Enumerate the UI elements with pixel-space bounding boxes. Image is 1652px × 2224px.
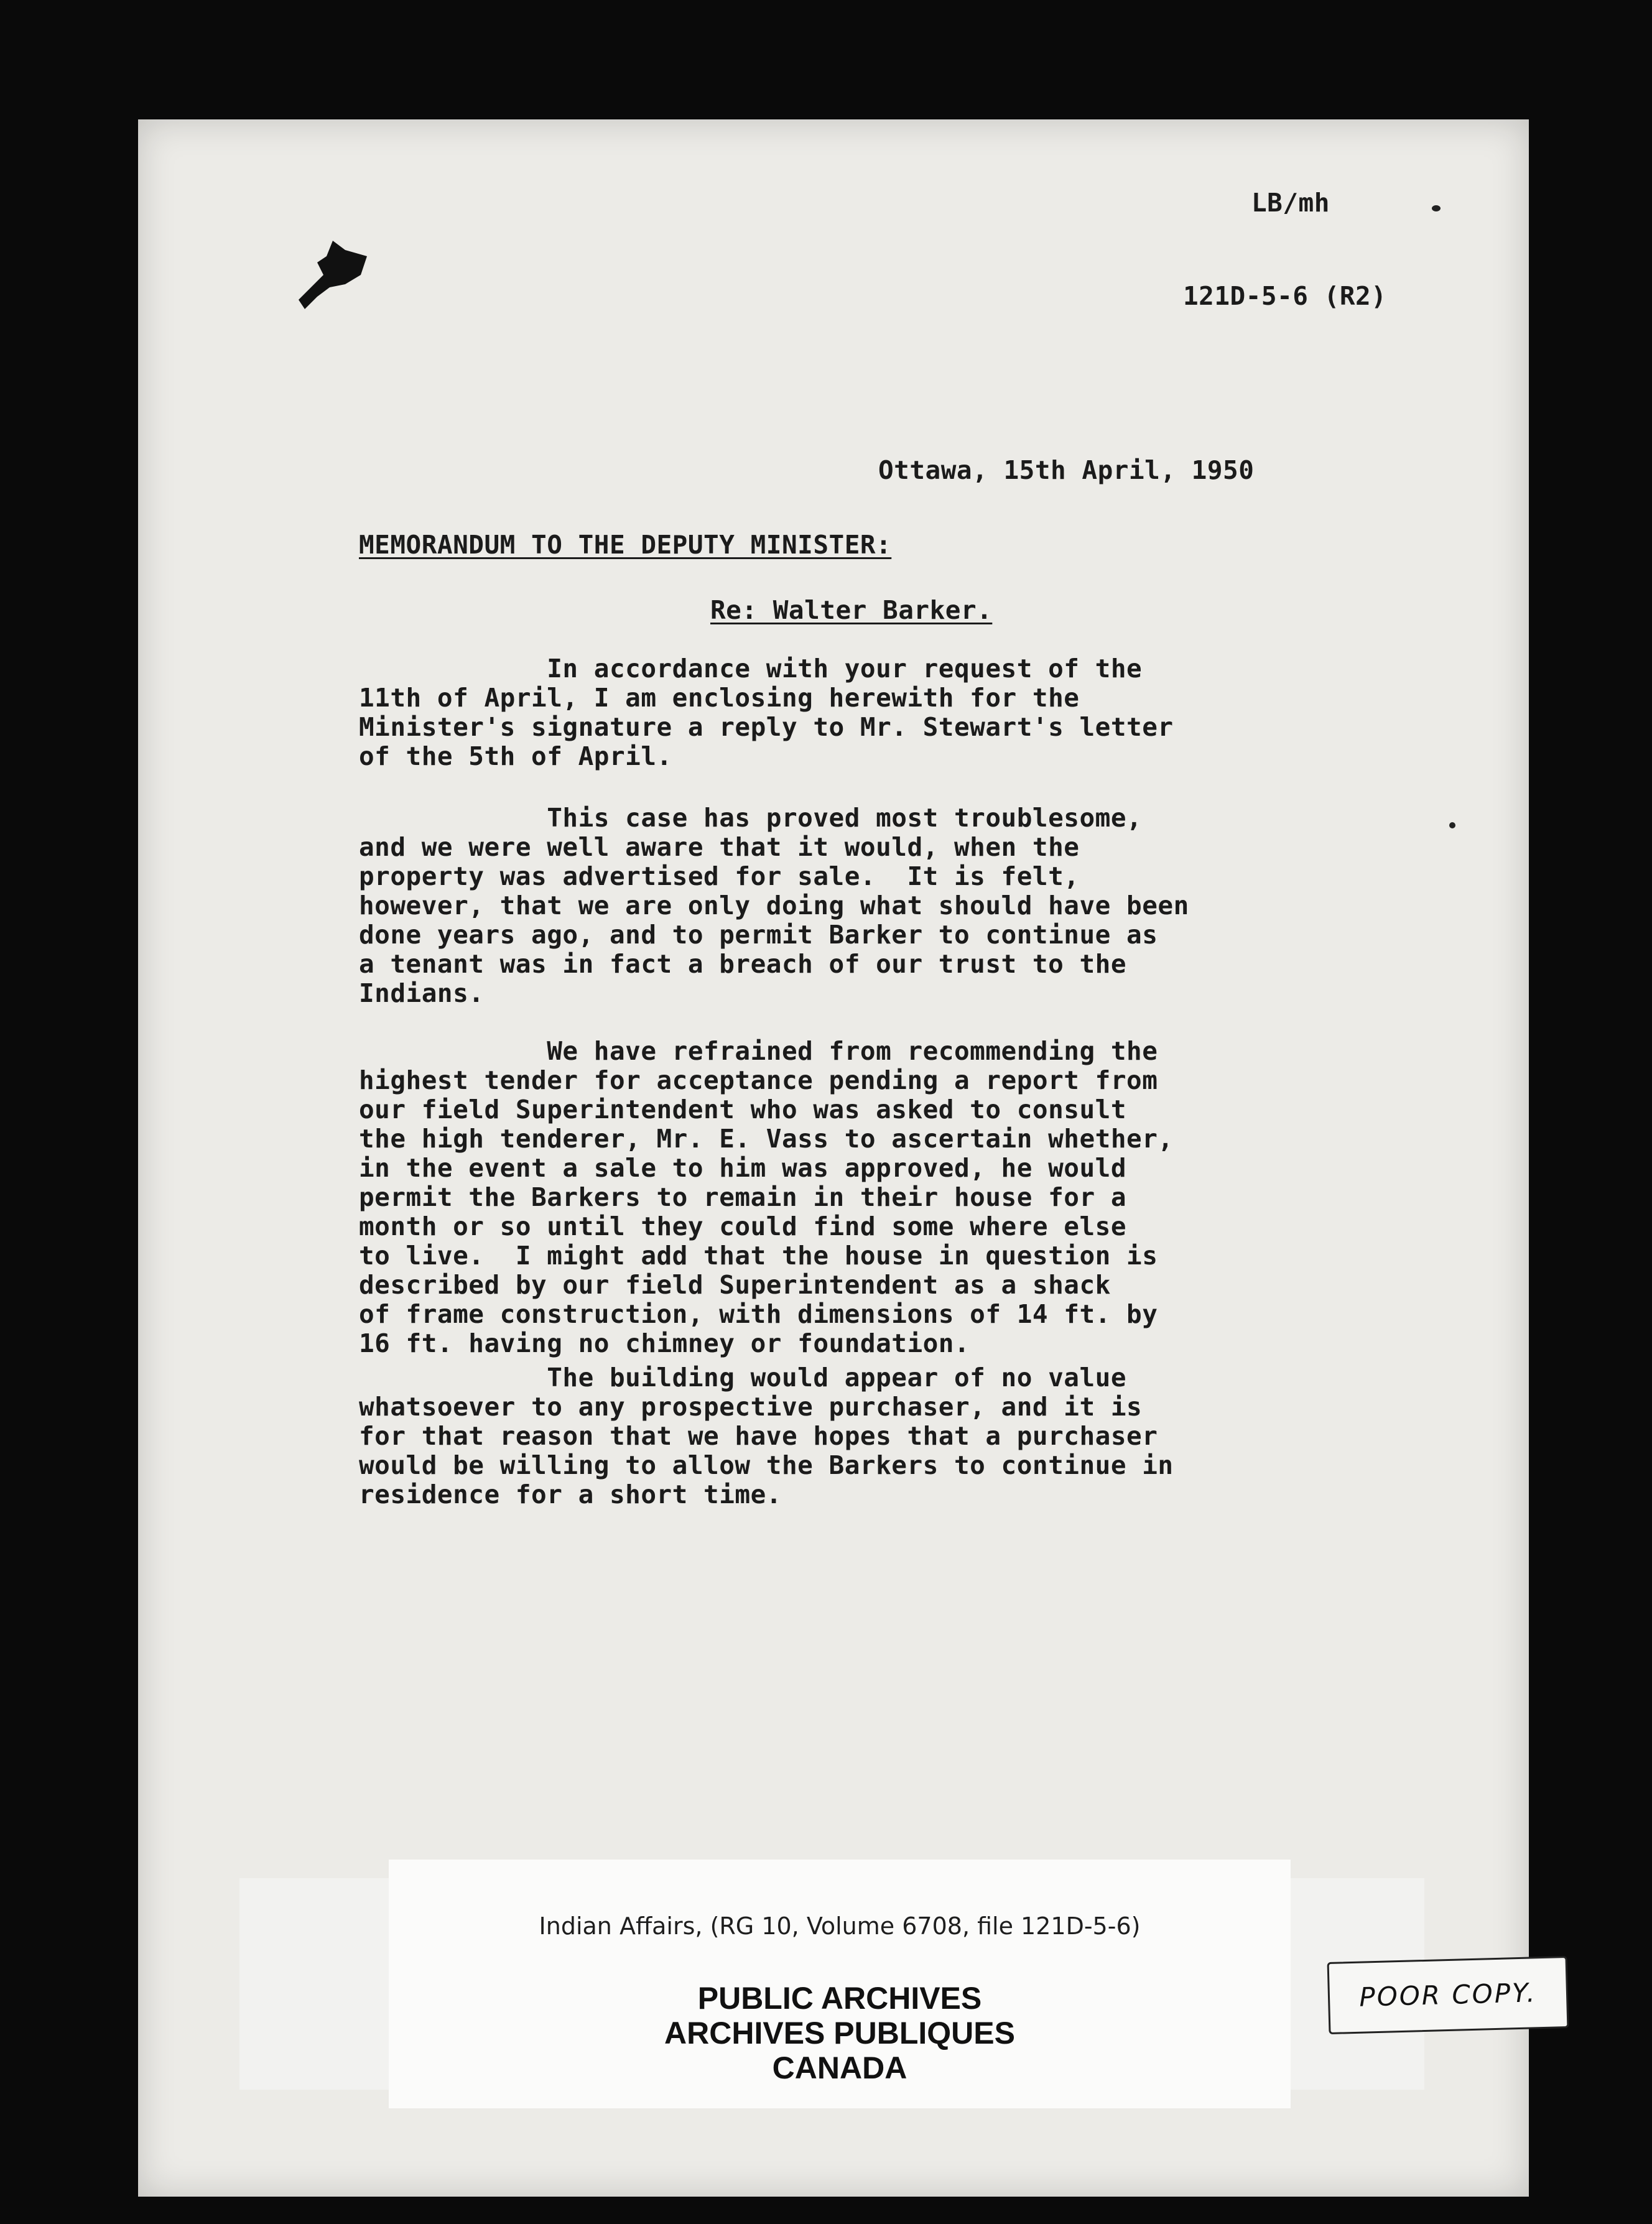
archive-label — [389, 1860, 1291, 2108]
archive-name-en: PUBLIC ARCHIVES — [697, 1981, 982, 2016]
paragraph-1: In accordance with your request of the 11th of April, I am enclosing herewith for the Minister's signature a reply to Mr. Stewart's letter of the 5th of April. — [359, 654, 1174, 771]
memo-subject: Re: Walter Barker. — [710, 595, 993, 625]
speck — [1432, 205, 1441, 211]
archive-name-fr: ARCHIVES PUBLIQUES — [664, 2016, 1015, 2050]
archive-source-line: Indian Affairs, (RG 10, Volume 6708, file 121D-5-6) — [539, 1912, 1141, 1940]
archive-country: CANADA — [772, 2050, 907, 2085]
reference-initials: LB/mh — [1251, 188, 1330, 218]
paragraph-2: This case has proved most troublesome, and we were well aware that it would, when the property was advertised for sale. It is felt, however, that we are only doing what should have been done years ago, and to permit Barker to continue as a tenant was in fact a breach of our trust to the Indians. — [359, 803, 1189, 1008]
file-number: 121D-5-6 (R2) — [1183, 281, 1387, 311]
poor-copy-note: POOR COPY. — [1327, 1956, 1569, 2034]
speck — [1449, 822, 1455, 828]
archive-name — [389, 1981, 1291, 2085]
ink-blot — [299, 238, 370, 312]
date-line: Ottawa, 15th April, 1950 — [878, 455, 1255, 485]
paragraph-4: The building would appear of no value whatsoever to any prospective purchaser, and it is for that reason that we have hopes that a purchaser would be willing to allow the Barkers to continue in residence for a short time. — [359, 1363, 1174, 1509]
memo-heading: MEMORANDUM TO THE DEPUTY MINISTER: — [359, 530, 892, 560]
paragraph-3: We have refrained from recommending the highest tender for acceptance pending a report from our field Superintendent who was asked to consult the high tenderer, Mr. E. Vass to ascertain whether, in the event a sale to him was approved, he would permit the Barkers to remain in their house for a month or so until they could find some where else to live. I might add that the house in question is described by our field Superintendent as a shack of frame construction, with dimensions of 14 ft. by 16 ft. having no chimney or foundation. — [359, 1036, 1174, 1358]
